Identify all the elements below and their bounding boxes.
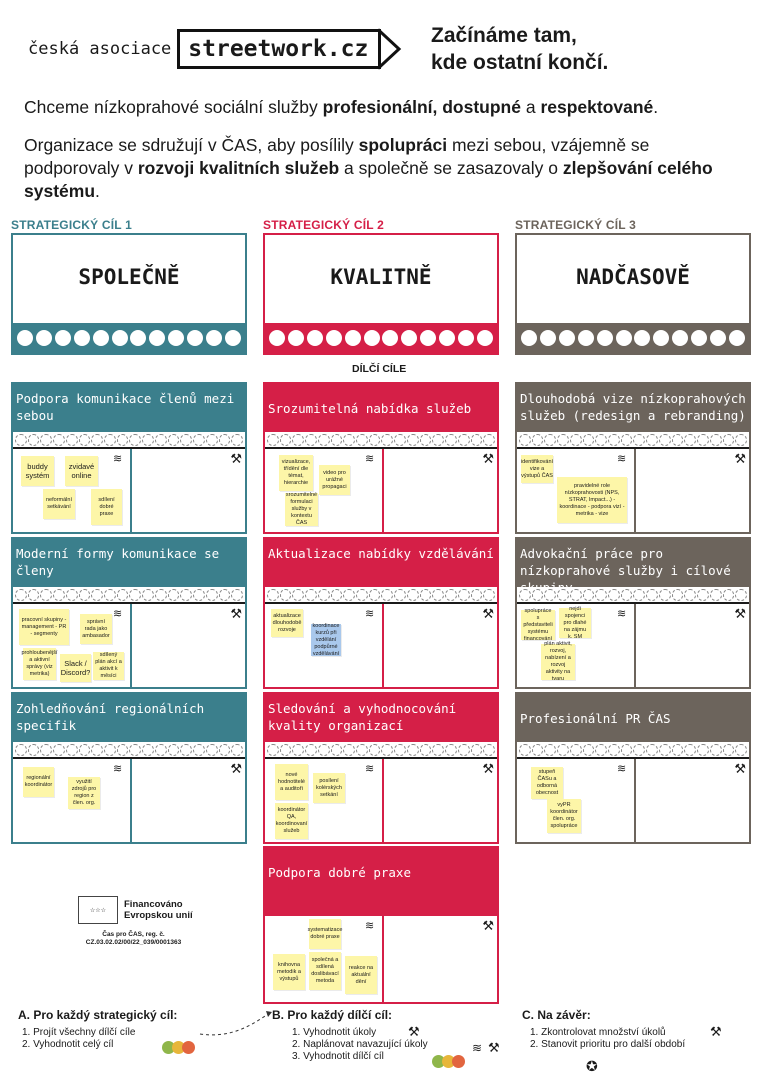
subgoal-title: Profesionální PR ČAS (517, 694, 749, 742)
goal-1-dots[interactable] (13, 323, 245, 353)
subgoal-dots[interactable] (517, 742, 749, 759)
shovel-icon: ⚒ (482, 918, 494, 933)
sticky-note[interactable]: systematizace dobré praxe (309, 919, 341, 949)
sticky-note[interactable]: video pro urážné propagaci (319, 465, 350, 495)
sticky-note[interactable]: neformální setkávání (43, 489, 75, 519)
eu-registration: Čas pro ČAS, reg. č. CZ.03.02.02/00/22_039/0001363 (85, 931, 182, 946)
layers-icon: ≋ (365, 763, 375, 775)
goal-2-card (263, 233, 499, 355)
slogan (431, 22, 608, 76)
sticky-note[interactable]: koordinace kurzů při vzdělání podpůrné vzdělávání (312, 622, 340, 657)
subgoal-card (263, 382, 499, 534)
sticky-note[interactable]: koordinátor QA, koordinovaní služeb (275, 803, 308, 839)
logo-main: streetwork.cz (177, 29, 381, 69)
sticky-note[interactable]: prohloubenější a aktivní správy (viz metrika) (23, 648, 56, 680)
sticky-note[interactable]: využití zdrojů pro region z člen. org. (68, 777, 100, 809)
sticky-note[interactable]: buddy systém (21, 456, 54, 486)
sticky-note[interactable]: identifikování vize a výstupů ČAS (521, 455, 553, 483)
sticky-note[interactable]: sdílení dobré praxe (91, 489, 122, 525)
sticky-note[interactable]: srozumitelné formulaci služby v kontextu ČAS (285, 492, 318, 526)
sticky-note[interactable]: správní rada jako ambasador (80, 614, 112, 644)
slogan-line1: Začínáme tam, (431, 24, 577, 47)
subgoal-card (11, 692, 247, 844)
instruction-a-list: 1. Projít všechny dílčí cíle 2. Vyhodnotit celý cíl (22, 1027, 136, 1050)
sticky-note[interactable]: stupeň ČASu a odborná obecnost (531, 767, 563, 799)
subgoals-label: DÍLČÍ CÍLE (352, 363, 407, 375)
instruction-b-title: B. Pro každý dílčí cíl: (272, 1008, 393, 1022)
dashed-arrow-icon (198, 1008, 274, 1038)
slogan-line2: kde ostatní končí. (431, 51, 609, 74)
layers-icon: ≋ (617, 453, 627, 465)
sticky-note[interactable]: regionální koordinátor (23, 767, 54, 797)
subgoal-card (263, 692, 499, 844)
shovel-icon: ⚒ (710, 1024, 722, 1039)
instruction-b-list: 1. Vyhodnotit úkoly 2. Naplánovat navazující úkoly 3. Vyhodnotit dílčí cíl (292, 1027, 428, 1062)
subgoal-title: Srozumitelná nabídka služeb (265, 384, 497, 432)
sticky-note[interactable]: posílení kolérských setkání (313, 773, 345, 803)
sticky-note[interactable]: společná a sdílená doslibávací metoda (309, 952, 341, 990)
logo-prefix: česká asociace (28, 39, 172, 59)
sticky-note[interactable]: vizualizace, třídění dle témat, hierarchie (279, 455, 313, 491)
subgoal-card (263, 846, 499, 1004)
goal-2-dots[interactable] (265, 323, 497, 353)
sticky-note[interactable]: spolupráce s představiteli systému financování (521, 610, 555, 640)
sticky-note[interactable]: nové hodnotitelé a auditoři (275, 764, 308, 800)
subgoal-card (263, 537, 499, 689)
goal-3-dots[interactable] (517, 323, 749, 353)
layers-icon: ≋ (113, 763, 123, 775)
shovel-icon: ⚒ (408, 1024, 420, 1039)
subgoal-dots[interactable] (13, 742, 245, 759)
subgoal-card (515, 382, 751, 534)
sticky-note[interactable]: plán aktivit, rozvoj, nabízení a rozvoj aktivity na tvaru (541, 644, 575, 680)
sticky-note[interactable]: aktualizace dlouhodobě rozvoje (271, 609, 303, 637)
subgoal-card (515, 692, 751, 844)
logo-arrow-icon (378, 28, 402, 70)
subgoal-dots[interactable] (13, 587, 245, 604)
shovel-icon: ⚒ (482, 451, 494, 466)
layers-icon: ≋ (113, 453, 123, 465)
shovel-icon: ⚒ (482, 761, 494, 776)
layers-icon: ≋ (365, 453, 375, 465)
goal-3-card (515, 233, 751, 355)
sticky-note[interactable]: reakce na aktuální dění (345, 956, 377, 994)
subgoal-title: Podpora komunikace členů mezi sebou (13, 384, 245, 432)
goal-2-label: STRATEGICKÝ CÍL 2 (263, 218, 384, 232)
layers-icon: ≋ (365, 608, 375, 620)
shovel-icon: ⚒ (734, 451, 746, 466)
eu-funding (78, 896, 193, 924)
sticky-note[interactable]: knihovna metodik a výstupů (273, 954, 305, 990)
intro-paragraph-1: Chceme nízkoprahové sociální služby profesionální, dostupné a respektované. (24, 97, 659, 117)
subgoal-title: Zohledňování regionálních specifik (13, 694, 245, 742)
sticky-note[interactable]: sdílený plán akcí a aktivit k měsíci (93, 652, 124, 680)
shovel-icon: ⚒ (482, 606, 494, 621)
logo (28, 28, 402, 70)
subgoal-title: Aktualizace nabídky vzdělávání (265, 539, 497, 587)
subgoal-title: Moderní formy komunikace se členy (13, 539, 245, 587)
goal-3-label: STRATEGICKÝ CÍL 3 (515, 218, 636, 232)
layers-icon: ≋ (617, 608, 627, 620)
sticky-note[interactable]: Slack / Discord? (60, 654, 91, 682)
shovel-icon: ⚒ (734, 761, 746, 776)
layers-icon: ≋ (617, 763, 627, 775)
eu-flag-icon: ☆☆☆ (78, 896, 118, 924)
subgoal-dots[interactable] (265, 742, 497, 759)
layers-icon: ≋ (113, 608, 123, 620)
award-icon: ✪ (586, 1058, 598, 1074)
subgoal-title: Sledování a vyhodnocování kvality organizací (265, 694, 497, 742)
instruction-c-title: C. Na závěr: (522, 1008, 591, 1022)
subgoal-dots[interactable] (265, 587, 497, 604)
subgoal-dots[interactable] (265, 432, 497, 449)
sticky-note[interactable]: pravidelné role nízkoprahovosti (NPS, STRAT, Impact...) - koordinace - podpora vizí - metrika - vize (557, 477, 627, 523)
instruction-c-list: 1. Zkontrolovat množství úkolů 2. Stanovit prioritu pro další období (530, 1027, 686, 1050)
sticky-note[interactable]: nejdi spojenci pro dlahé na zájmu k. SM (559, 608, 591, 638)
sticky-note[interactable]: pracovní skupiny - management - PR - segmenty (19, 609, 69, 645)
intro-paragraph-2: Organizace se sdružují v ČAS, aby posílily spolupráci mezi sebou, vzájemně se podporovaly v rozvoji kvalitních služeb a společně se zasazovaly o zlepšování celého systému. (24, 135, 713, 201)
layers-icon: ≋ (365, 920, 375, 932)
eu-line2: Evropskou unií (124, 910, 193, 921)
sticky-note[interactable]: zvidavé online (65, 456, 98, 486)
subgoal-dots[interactable] (517, 587, 749, 604)
subgoal-card (11, 537, 247, 689)
subgoal-title: Advokační práce pro nízkoprahové služby i cílové skupiny (517, 539, 749, 587)
traffic-light-icon (432, 1055, 462, 1068)
eu-line1: Financováno (124, 899, 183, 910)
subgoal-title: Dlouhodobá vize nízkoprahových služeb (redesign a rebranding) (517, 384, 749, 432)
shovel-icon: ⚒ (230, 606, 242, 621)
shovel-icon: ⚒ (230, 761, 242, 776)
shovel-icon: ⚒ (230, 451, 242, 466)
goal-1-label: STRATEGICKÝ CÍL 1 (11, 218, 132, 232)
goal-2-title: KVALITNĚ (330, 265, 432, 289)
layers-icon: ≋ (472, 1041, 483, 1055)
subgoal-card (11, 382, 247, 534)
subgoal-dots[interactable] (13, 432, 245, 449)
goal-3-title: NADČASOVĚ (576, 265, 690, 289)
subgoal-dots[interactable] (517, 432, 749, 449)
shovel-icon: ⚒ (734, 606, 746, 621)
traffic-light-icon (162, 1041, 192, 1054)
goal-1-title: SPOLEČNĚ (78, 265, 180, 289)
sticky-note[interactable]: vyPR koordinátor člen. org. spolupráce (547, 799, 581, 833)
shovel-icon: ⚒ (488, 1040, 500, 1055)
subgoal-card (515, 537, 751, 689)
subgoal-title: Podpora dobré praxe (265, 848, 497, 914)
instruction-a-title: A. Pro každý strategický cíl: (18, 1008, 178, 1022)
goal-1-card (11, 233, 247, 355)
